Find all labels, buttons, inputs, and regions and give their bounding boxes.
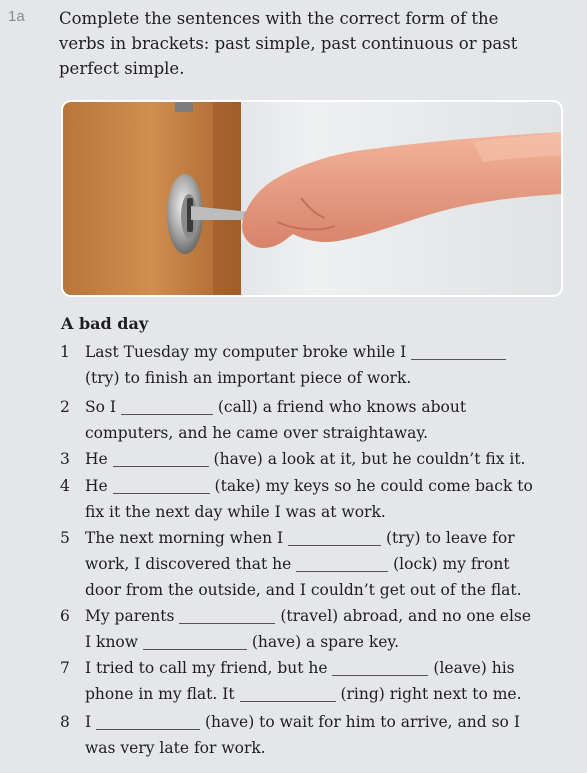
sentence-text — [85, 394, 575, 446]
sentence-fragment: I tried to call my friend, but he — [85, 659, 333, 677]
sentence-text — [85, 446, 575, 472]
sentence-fragment: Last Tuesday my computer broke while I — [85, 343, 412, 361]
sentence-number: 4 — [60, 477, 70, 495]
sentence-fragment: I know — [85, 633, 143, 651]
answer-blank[interactable] — [113, 478, 210, 495]
sentence-fragment: (try) to finish an important piece of work. — [85, 369, 412, 387]
sentence-fragment: He — [85, 477, 113, 495]
sentence-text — [85, 525, 575, 603]
sentence-fragment: was very late for work. — [85, 739, 266, 757]
sentence-fragment: So I — [85, 398, 121, 416]
sentence-fragment: (call) a friend who knows about — [212, 398, 467, 416]
instructions-line: Complete the sentences with the correct form of the — [59, 9, 499, 28]
sentence-fragment: computers, and he came over straightaway. — [85, 424, 429, 442]
sentence-fragment: (lock) my front — [388, 555, 510, 573]
sentence-fragment: (try) to leave for — [381, 529, 515, 547]
sentence-text — [85, 655, 575, 707]
sentence-text — [85, 709, 575, 761]
answer-blank[interactable] — [96, 714, 200, 731]
instructions-line: perfect simple. — [59, 59, 185, 78]
answer-blank[interactable] — [113, 451, 209, 468]
sentence-number: 7 — [60, 659, 70, 677]
answer-blank[interactable] — [296, 556, 388, 573]
sentence-fragment: (take) my keys so he could come back to — [209, 477, 533, 495]
sentence-fragment: (leave) his — [428, 659, 515, 677]
sentence-fragment: He — [85, 450, 113, 468]
sentence-fragment: work, I discovered that he — [85, 555, 297, 573]
exercise-instructions — [59, 6, 559, 81]
answer-blank[interactable] — [411, 344, 506, 361]
sentence-number: 1 — [60, 343, 70, 361]
sentence-fragment: I — [85, 713, 97, 731]
sentence-number: 8 — [60, 713, 70, 731]
sentence-number: 2 — [60, 398, 70, 416]
sentence-fragment: (have) a spare key. — [246, 633, 400, 651]
sentence-text — [85, 473, 575, 525]
answer-blank[interactable] — [143, 634, 247, 651]
sentence-number: 5 — [60, 529, 70, 547]
sentence-fragment: My parents — [85, 607, 180, 625]
sentence-fragment: The next morning when I — [85, 529, 289, 547]
sentence-number: 6 — [60, 607, 70, 625]
story-title: A bad day — [61, 314, 149, 333]
sentence-fragment: (ring) right next to me. — [335, 685, 522, 703]
answer-blank[interactable] — [332, 660, 428, 677]
sentence-fragment: (travel) abroad, and no one else — [275, 607, 532, 625]
sentence-text — [85, 339, 575, 391]
exercise-number: 1a — [8, 8, 25, 25]
sentence-fragment: fix it the next day while I was at work. — [85, 503, 386, 521]
sentence-fragment: (have) to wait for him to arrive, and so I — [200, 713, 520, 731]
answer-blank[interactable] — [121, 399, 213, 416]
sentence-text — [85, 603, 575, 655]
answer-blank[interactable] — [288, 530, 381, 547]
hand-turning-key-illustration — [63, 102, 561, 295]
answer-blank[interactable] — [179, 608, 275, 625]
answer-blank[interactable] — [240, 686, 336, 703]
sentence-fragment: door from the outside, and I couldn’t get out of the flat. — [85, 581, 522, 599]
sentence-fragment: (have) a look at it, but he couldn’t fix it. — [208, 450, 526, 468]
instructions-line: verbs in brackets: past simple, past continuous or past — [59, 34, 518, 53]
photo-hand-turning-key — [61, 100, 563, 297]
sentence-fragment: phone in my flat. It — [85, 685, 240, 703]
sentence-number: 3 — [60, 450, 70, 468]
